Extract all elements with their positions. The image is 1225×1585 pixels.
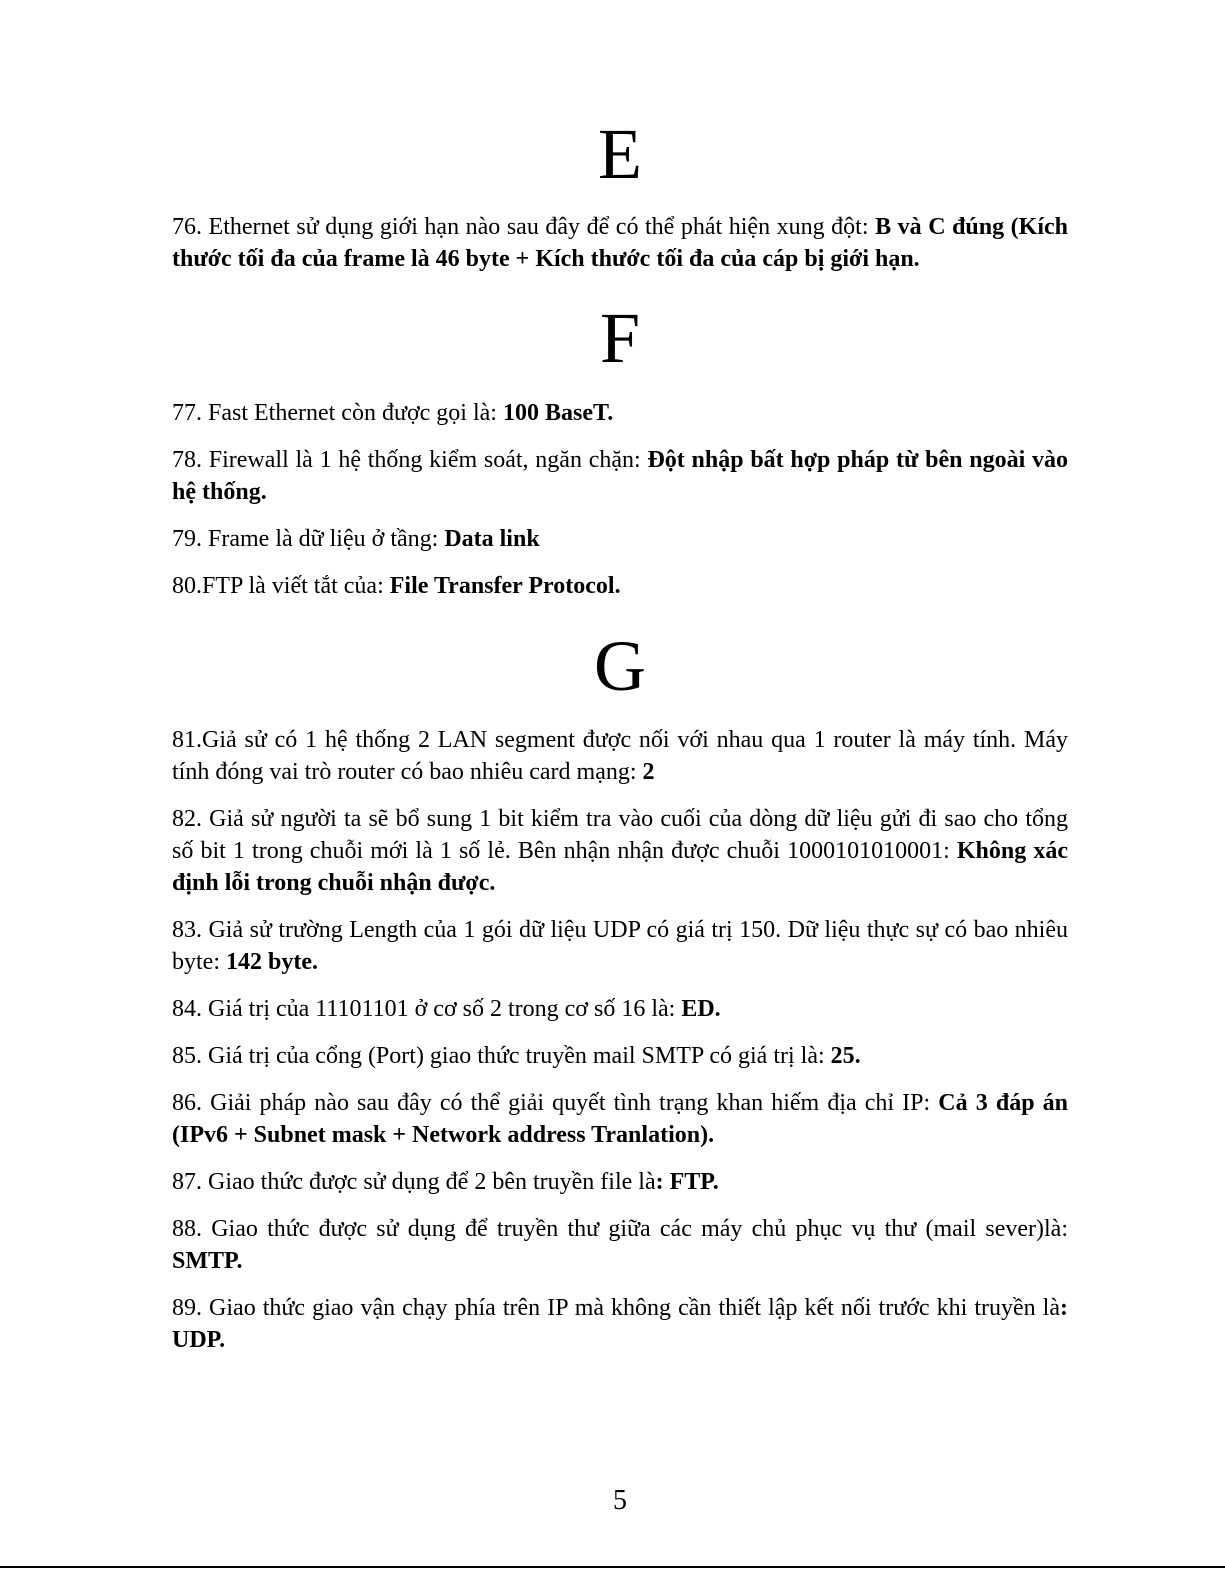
question-text: 78. Firewall là 1 hệ thống kiểm soát, ngăn chặn: — [172, 447, 648, 473]
question-item — [172, 1213, 1068, 1277]
section-letter: E — [598, 114, 642, 194]
question-item — [172, 523, 1068, 555]
section-g — [172, 626, 1068, 706]
answer-text: ED. — [681, 996, 721, 1022]
question-item — [172, 1166, 1068, 1198]
question-item — [172, 1040, 1068, 1072]
section-f — [172, 298, 1068, 378]
question-item — [172, 1087, 1068, 1151]
question-item — [172, 724, 1068, 788]
answer-text: Data link — [444, 526, 540, 552]
question-text: 76. Ethernet sử dụng giới hạn nào sau đây để có thể phát hiện xung đột: — [172, 214, 876, 240]
answer-text: Đột nhập bất hợp pháp từ bên ngoài vào hệ thống. — [172, 447, 1068, 505]
answer-text: 142 byte. — [226, 949, 318, 975]
question-item — [172, 444, 1068, 508]
question-item — [172, 1292, 1068, 1356]
answer-text: Cả 3 đáp án (IPv6 + Subnet mask + Network address Tranlation). — [172, 1090, 1068, 1148]
answer-text: 100 BaseT. — [502, 400, 614, 426]
question-text: 89. Giao thức giao vận chạy phía trên IP mà không cần thiết lập kết nối trước khi truyền là — [172, 1295, 1060, 1321]
question-text: 84. Giá trị của 11101101 ở cơ số 2 trong cơ số 16 là: — [172, 996, 682, 1022]
section-e-items — [172, 211, 1068, 275]
answer-text: Không xác định lỗi trong chuỗi nhận được. — [172, 838, 1069, 896]
question-text: 87. Giao thức được sử dụng để 2 bên truyền file là — [172, 1169, 656, 1195]
question-item — [172, 570, 1068, 602]
question-text: 82. Giả sử người ta sẽ bổ sung 1 bit kiểm tra vào cuối của dòng dữ liệu gửi đi sao cho tổng số bit 1 trong chuỗi mới là 1 số lẻ. Bên nhận nhận được chuỗi 1000101010001: — [172, 806, 1068, 864]
question-item — [172, 914, 1068, 978]
question-item — [172, 397, 1068, 429]
question-item — [172, 211, 1068, 275]
answer-text: : FTP. — [655, 1169, 719, 1195]
question-text: 80.FTP là viết tắt của: — [172, 573, 390, 599]
answer-text: 25. — [830, 1043, 861, 1069]
answer-text: SMTP. — [172, 1248, 243, 1274]
page-number: 5 — [613, 1485, 627, 1516]
section-e — [172, 114, 1068, 194]
question-text: 79. Frame là dữ liệu ở tầng: — [172, 526, 445, 552]
question-text: 81.Giả sử có 1 hệ thống 2 LAN segment được nối với nhau qua 1 router là máy tính. Máy tính đóng vai trò router có bao nhiêu card mạng: — [172, 727, 1068, 785]
section-f-items — [172, 397, 1068, 602]
question-item — [172, 803, 1068, 899]
page-bottom-border — [0, 1566, 1225, 1568]
question-text: 85. Giá trị của cổng (Port) giao thức truyền mail SMTP có giá trị là: — [172, 1043, 831, 1069]
answer-text: B và C đúng (Kích thước tối đa của frame là 46 byte + Kích thước tối đa của cáp bị giới hạn. — [172, 214, 1069, 272]
question-text: 88. Giao thức được sử dụng để truyền thư giữa các máy chủ phục vụ thư (mail sever)là: — [172, 1216, 1068, 1242]
question-text: 83. Giả sử trường Length của 1 gói dữ liệu UDP có giá trị 150. Dữ liệu thực sự có bao nhiêu byte: — [172, 917, 1068, 975]
answer-text: File Transfer Protocol. — [389, 573, 621, 599]
section-letter: F — [599, 298, 641, 378]
answer-text: : UDP. — [172, 1295, 1068, 1353]
section-g-items — [172, 724, 1068, 1356]
question-item — [172, 993, 1068, 1025]
answer-text: 2 — [642, 759, 655, 785]
question-text: 86. Giải pháp nào sau đây có thể giải quyết tình trạng khan hiếm địa chỉ IP: — [172, 1090, 939, 1116]
question-text: 77. Fast Ethernet còn được gọi là: — [172, 400, 503, 426]
section-letter: G — [594, 626, 646, 706]
